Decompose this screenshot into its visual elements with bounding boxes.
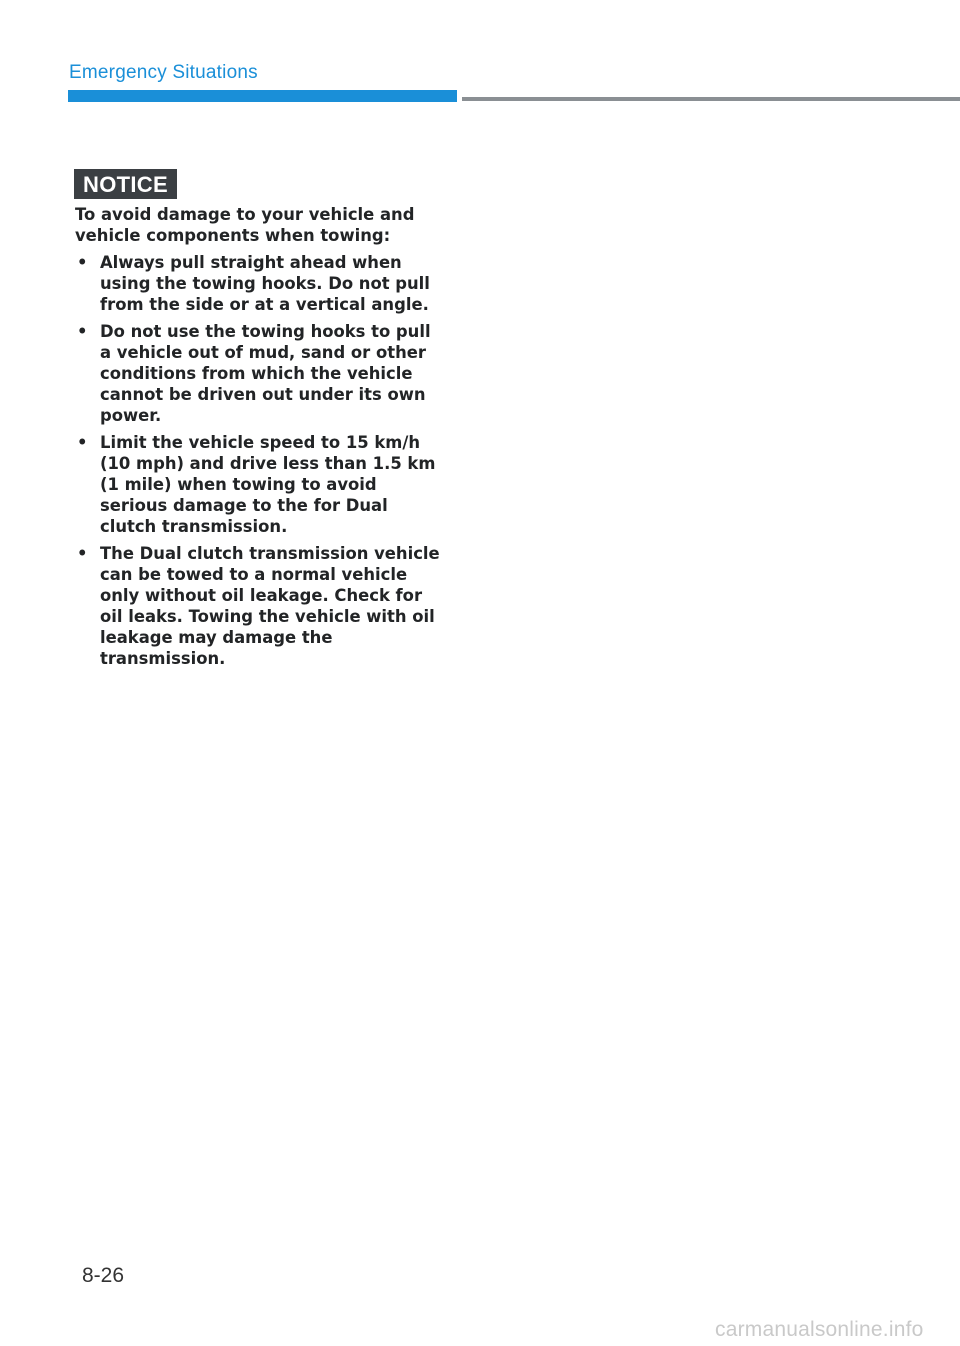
list-item-text: Always pull straight ahead when using the towing hooks. Do not pull from the side or at a vertical angle. (100, 253, 430, 314)
header-accent-bar (68, 90, 457, 102)
list-item (75, 543, 440, 669)
list-item (75, 252, 440, 315)
bullet-icon: • (77, 544, 88, 563)
list-item-text: Do not use the towing hooks to pull a vehicle out of mud, sand or other conditions from which the vehicle cannot be driven out under its own power. (100, 322, 431, 425)
section-title: Emergency Situations (69, 62, 258, 83)
bullet-icon: • (77, 433, 88, 452)
notice-bullet-list (75, 252, 440, 669)
bullet-icon: • (77, 322, 88, 341)
header-rule (462, 97, 960, 101)
notice-content (75, 204, 440, 675)
list-item-text: The Dual clutch transmission vehicle can be towed to a normal vehicle only without oil leakage. Check for oil leaks. Towing the vehicle with oil leakage may damage the transmission. (100, 544, 440, 668)
list-item (75, 432, 440, 537)
page-number: 8-26 (82, 1264, 125, 1287)
notice-badge: NOTICE (74, 169, 177, 199)
list-item (75, 321, 440, 426)
notice-intro: To avoid damage to your vehicle and vehicle components when towing: (75, 205, 415, 245)
bullet-icon: • (77, 253, 88, 272)
watermark: carmanualsonline.info (715, 1318, 924, 1341)
list-item-text: Limit the vehicle speed to 15 km/h (10 mph) and drive less than 1.5 km (1 mile) when towing to avoid serious damage to the for Dual clutch transmission. (100, 433, 436, 536)
